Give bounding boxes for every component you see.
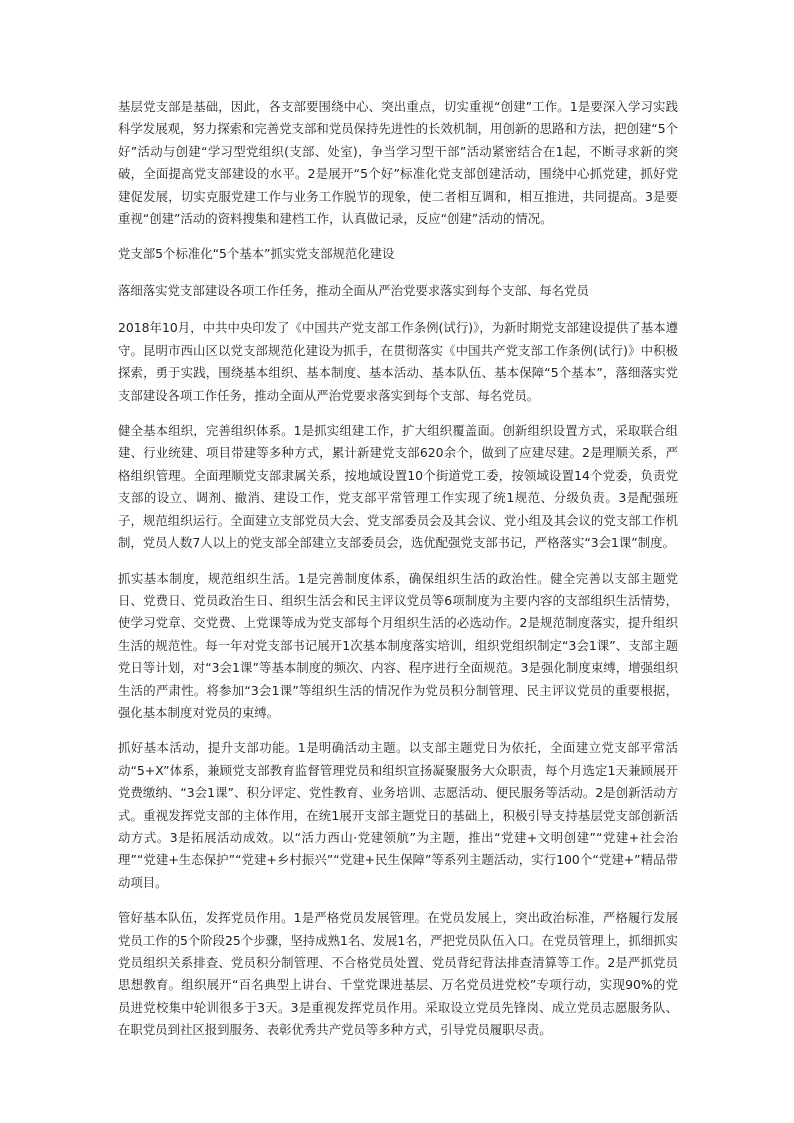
paragraph-basic-team: 管好基本队伍，发挥党员作用。1是严格党员发展管理。在党员发展上，突出政治标准，严格履行发展党员工作的5个阶段25个步骤，坚持成熟1名、发展1名，严把党员队伍入口。在党员管理上，抓细抓实党员组织关系排查、党员积分制管理、不合格党员处置、党员背纪背法排查清算等工作。2是严抓党员思想教育。组织展开“百名典型上讲台、千堂党课进基层、万名党员进党校”专项行动，实现90%的党员进党校集中轮训很多于3天。3是重视发挥党员作用。采取设立党员先锋岗、成立党员志愿服务队、在职党员到社区报到服务、表彰优秀共产党员等多种方式，引导党员履职尽责。 [118,910,678,1038]
paragraph-background: 2018年10月，中共中央印发了《中国共产党支部工作条例(试行)》，为新时期党支部建设提供了基本遵守。昆明市西山区以党支部规范化建设为抓手，在贯彻落实《中国共产党支部工作条例(试行)》中积极探索，勇于实践，围绕基本组织、基本制度、基本活动、基本队伍、基本保障“5个基本”，落细落实党支部建设各项工作任务，推动全面从严治党要求落实到每个支部、每名党员。 [118,320,678,403]
paragraph-basic-system: 抓实基本制度，规范组织生活。1是完善制度体系，确保组织生活的政治性。健全完善以支部主题党日、党费日、党员政治生日、组织生活会和民主评议党员等6项制度为主要内容的支部组织生活情势，使学习党章、交党费、上党课等成为党支部每个月组织生活的必选动作。2是规范制度落实，提升组织生活的规范性。每一年对党支部书记展开1次基本制度落实培训，组织党组织制定“3会1课”、支部主题党日等计划，对“3会1课”等基本制度的频次、内容、程序进行全面规范。3是强化制度束缚，增强组织生活的严肃性。将参加“3会1课”等组织生活的情况作为党员积分制管理、民主评议党员的重要根据，强化基本制度对党员的束缚。 [118,570,678,720]
paragraph-basic-activity: 抓好基本活动，提升支部功能。1是明确活动主题。以支部主题党日为依托，全面建立党支部平常活动“5+X”体系，兼顾党支部教育监督管理党员和组织宣扬凝聚服务大众职责，每个月选定1天兼顾展开党费缴纳、“3会1课”、积分评定、党性教育、业务培训、志愿活动、便民服务等活动。2是创新活动方式。重视发挥党支部的主体作用，在统1展开支部主题党日的基础上，积极引导支持基层党支部创新活动方式。3是拓展活动成效。以“活力西山·党建领航”为主题，推出“党建+文明创建”“党建+社会治理”“党建+生态保护”“党建+乡村振兴”“党建+民生保障”等系列主题活动，实行100个“党建+”精品带动项目。 [118,740,678,890]
paragraph-basic-organization: 健全基本组织，完善组织体系。1是抓实组建工作，扩大组织覆盖面。创新组织设置方式，采取联合组建、行业统建、项目带建等多种方式，累计新建党支部620余个，做到了应建尽建。2是理顺关系，严格组织管理。全面理顺党支部隶属关系，按地域设置10个街道党工委，按领域设置14个党委，负责党支部的设立、调剂、撤消、建设工作，党支部平常管理工作实现了统1规范、分级负责。3是配强班子，规范组织运行。全面建立支部党员大会、党支部委员会及其会议、党小组及其会议的党支部工作机制，党员人数7人以上的党支部全部建立支部委员会，选优配强党支部书记，严格落实“3会1课”制度。 [118,423,678,551]
paragraph-intro: 基层党支部是基础，因此，各支部要围绕中心、突出重点，切实重视“创建”工作。1是要深入学习实践科学发展观，努力探索和完善党支部和党员保持先进性的长效机制，用创新的思路和方法，把创建“5个好”活动与创建“学习型党组织(支部、处室)，争当学习型干部”活动紧密结合在1起，不断寻求新的突破，全面提高党支部建设的水平。2是展开“5个好”标准化党支部创建活动，围绕中心抓党建，抓好党建促发展，切实克服党建工作与业务工作脱节的现象，使二者相互调和，相互推进，共同提高。3是要重视“创建”活动的资料搜集和建档工作，认真做记录，反应“创建”活动的情况。 [118,99,678,227]
section-subtitle: 落细落实党支部建设各项工作任务，推动全面从严治党要求落实到每个支部、每名党员 [118,283,589,299]
document-body [118,96,678,1055]
section-title: 党支部5个标准化“5个基本”抓实党支部规范化建设 [118,246,395,262]
